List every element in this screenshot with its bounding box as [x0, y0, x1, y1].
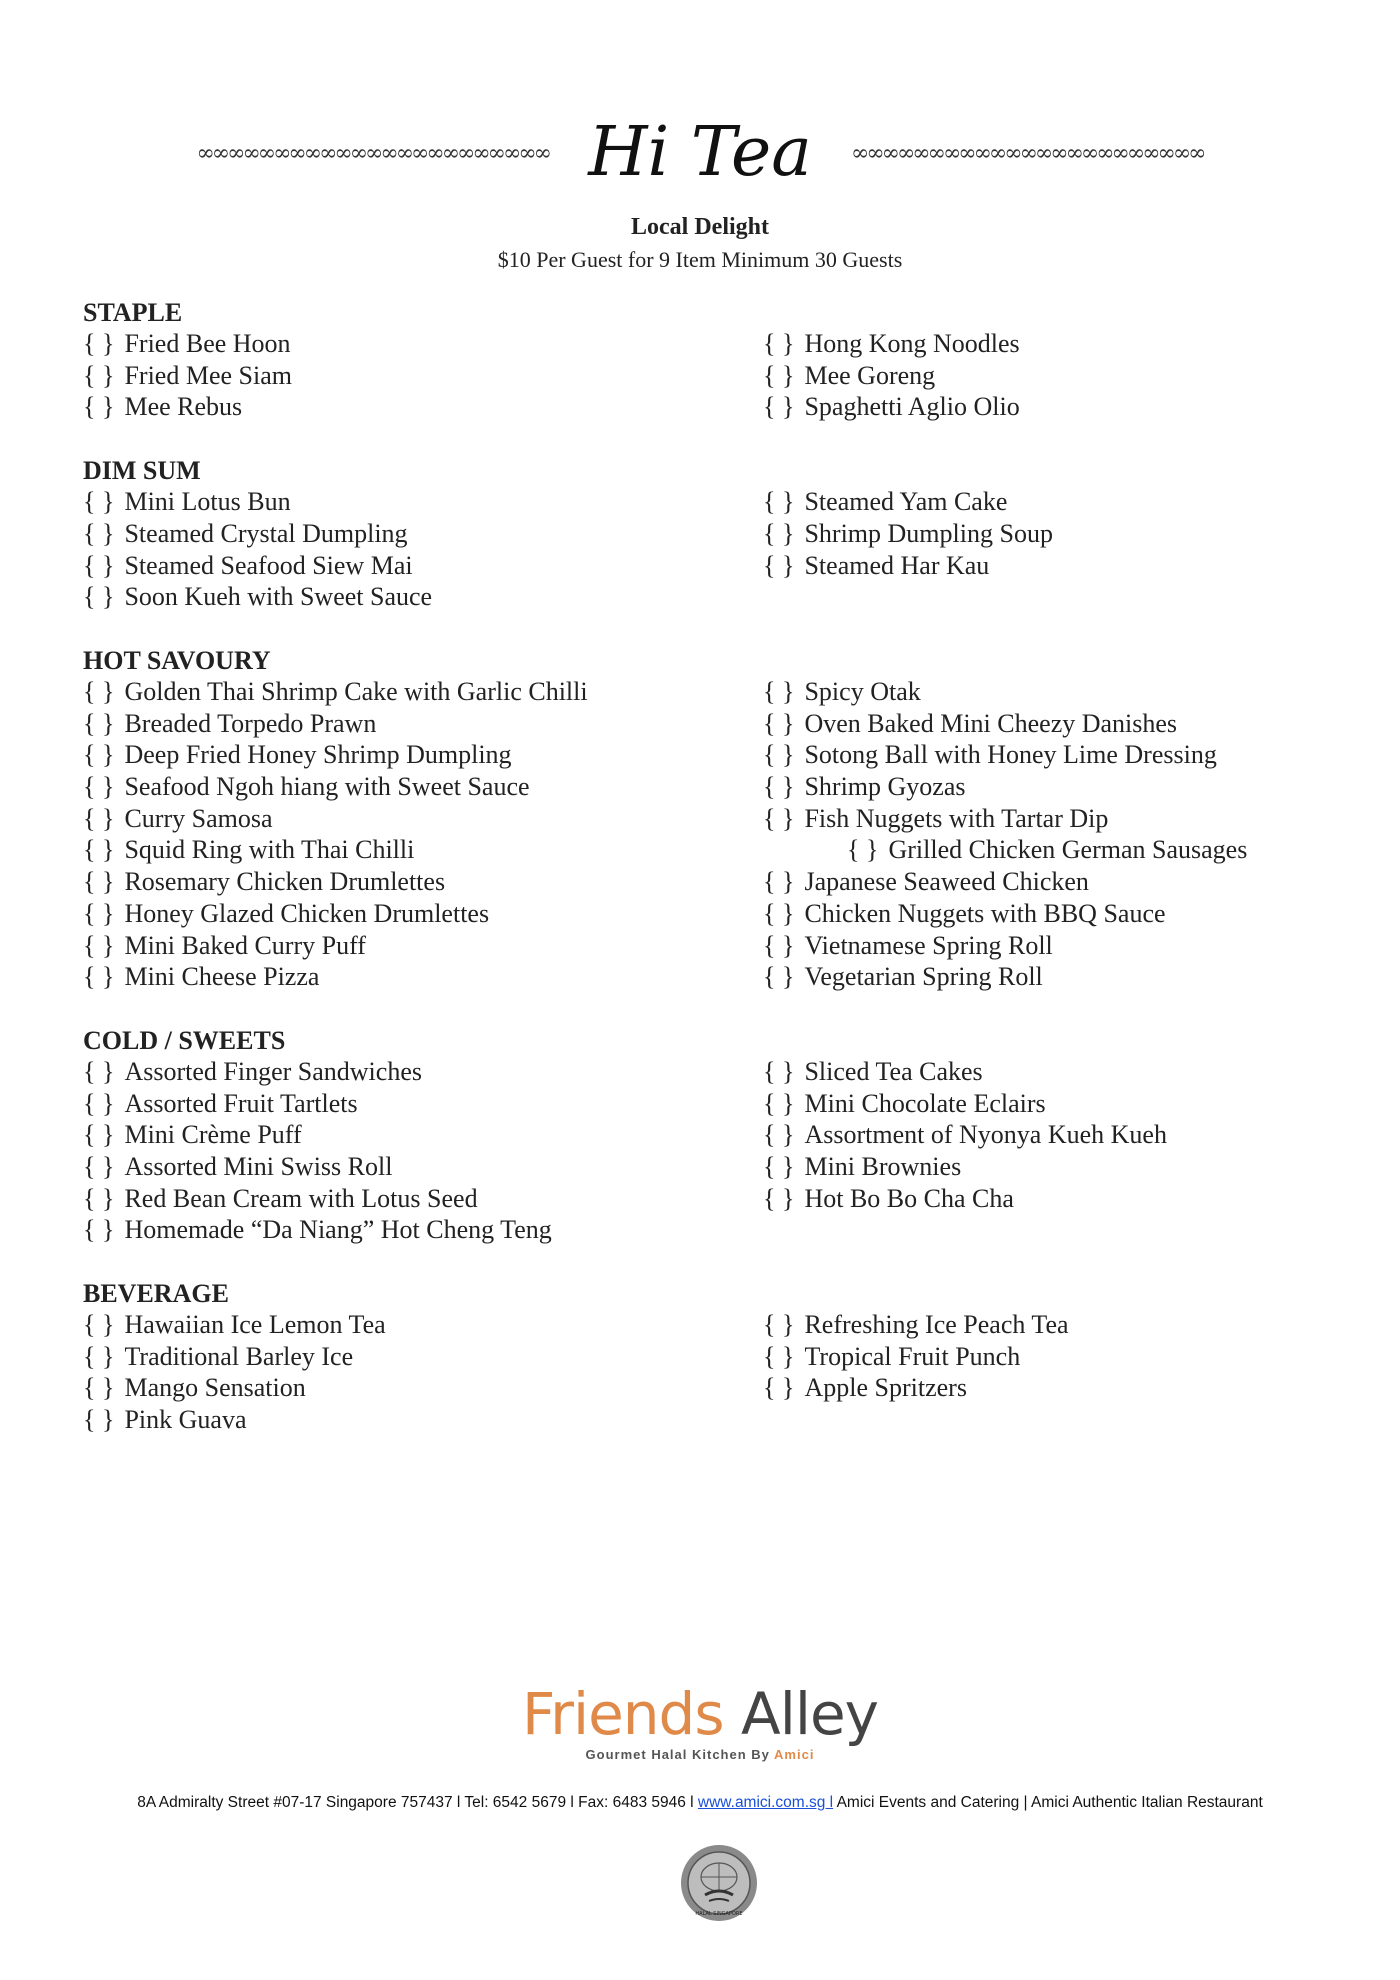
menu-item: [83, 1056, 552, 1088]
menu-item-label: Fried Bee Hoon: [124, 329, 291, 358]
checkbox-brace[interactable]: { }: [763, 1120, 795, 1150]
menu-column-right: [763, 486, 1053, 581]
menu-item: [763, 708, 1247, 740]
menu-item-label: Tropical Fruit Punch: [804, 1341, 1021, 1371]
menu-item: [83, 961, 588, 993]
section-columns: [83, 328, 1333, 423]
logo-alley: Alley: [741, 1680, 878, 1748]
menu-item-label: Steamed Seafood Siew Mai: [124, 550, 413, 580]
menu-column-left: [83, 486, 432, 613]
menu-item: [83, 708, 588, 740]
menu-item: [763, 1183, 1167, 1215]
checkbox-brace[interactable]: { }: [83, 392, 115, 422]
checkbox-brace[interactable]: { }: [83, 487, 115, 517]
menu-item: [83, 1088, 552, 1120]
menu-item-label: Grilled Chicken German Sausages: [888, 835, 1248, 865]
menu-item: [83, 930, 588, 962]
menu-item-label: Honey Glazed Chicken Drumlettes: [124, 898, 490, 928]
checkbox-brace[interactable]: { }: [83, 867, 115, 897]
checkbox-brace[interactable]: { }: [763, 708, 795, 738]
checkbox-brace[interactable]: { }: [83, 1088, 115, 1118]
menu-item: [763, 866, 1247, 898]
checkbox-brace[interactable]: { }: [83, 1341, 115, 1371]
menu-item-label: Mango Sensation: [124, 1373, 306, 1403]
address-suffix: Amici Events and Catering | Amici Authentic Italian Restaurant: [833, 1794, 1263, 1811]
menu-column-left: [83, 328, 292, 423]
menu-item-label: Soon Kueh with Sweet Sauce: [124, 582, 433, 612]
menu-item: [83, 1214, 552, 1246]
checkbox-brace[interactable]: { }: [763, 676, 795, 706]
section-columns: [83, 486, 1333, 613]
checkbox-brace[interactable]: { }: [83, 740, 115, 770]
right-flourish: ∞∞∞∞∞∞∞∞∞∞∞∞∞∞∞∞∞∞∞∞∞∞∞: [851, 140, 1204, 166]
checkbox-brace[interactable]: { }: [763, 803, 795, 833]
menu-item: [763, 391, 1020, 423]
left-flourish: ∞∞∞∞∞∞∞∞∞∞∞∞∞∞∞∞∞∞∞∞∞∞∞: [196, 140, 549, 166]
menu-item: [83, 550, 432, 582]
menu-item: [763, 930, 1247, 962]
menu-item-label: Pink Guava: [124, 1405, 247, 1435]
menu-column-left: [83, 1309, 386, 1436]
checkbox-brace[interactable]: { }: [763, 392, 795, 422]
checkbox-brace[interactable]: { }: [83, 518, 115, 548]
menu-item-label: Shrimp Dumpling Soup: [804, 518, 1053, 548]
menu-item-label: Hot Bo Bo Cha Cha: [804, 1183, 1014, 1213]
menu-item: [763, 1341, 1069, 1373]
menu-item: [83, 1341, 386, 1373]
checkbox-brace[interactable]: { }: [763, 930, 795, 960]
menu-item: [83, 834, 588, 866]
menu-item-label: Hawaiian Ice Lemon Tea: [124, 1310, 386, 1340]
menu-item-label: Mini Crème Puff: [124, 1120, 302, 1150]
menu-item: [83, 739, 588, 771]
checkbox-brace[interactable]: { }: [83, 1152, 115, 1181]
menu-item-label: Mini Baked Curry Puff: [124, 930, 366, 960]
section-title: BEVERAGE: [83, 1279, 229, 1309]
checkbox-brace[interactable]: { }: [763, 550, 795, 580]
menu-item-label: Refreshing Ice Peach Tea: [804, 1310, 1069, 1340]
menu-item-label: Mini Cheese Pizza: [124, 962, 320, 992]
menu-item: [763, 550, 1053, 582]
menu-item-label: Assortment of Nyonya Kueh Kueh: [804, 1120, 1167, 1150]
menu-item-label: Seafood Ngoh hiang with Sweet Sauce: [124, 772, 530, 801]
menu-item: [83, 391, 292, 423]
menu-item: [763, 834, 1247, 866]
menu-item: [763, 803, 1247, 835]
menu-item-label: Oven Baked Mini Cheezy Danishes: [804, 708, 1178, 738]
menu-item: [83, 360, 292, 392]
menu-item-label: Mee Rebus: [124, 392, 243, 422]
menu-item-label: Vegetarian Spring Roll: [804, 962, 1043, 992]
menu-item-label: Assorted Finger Sandwiches: [124, 1056, 422, 1086]
menu-item-label: Homemade “Da Niang” Hot Cheng Teng: [124, 1215, 552, 1245]
checkbox-brace[interactable]: { }: [83, 550, 115, 580]
checkbox-brace[interactable]: { }: [763, 1310, 795, 1340]
logo-wordmark: [0, 1680, 1400, 1748]
price-line: $10 Per Guest for 9 Item Minimum 30 Guests: [497, 247, 903, 272]
menu-column-left: [83, 1056, 552, 1246]
friends-alley-logo: [0, 1680, 1400, 1762]
checkbox-brace[interactable]: { }: [83, 803, 115, 833]
halal-seal-icon: [679, 1843, 759, 1923]
checkbox-brace[interactable]: { }: [763, 1088, 795, 1118]
menu-item-label: Vietnamese Spring Roll: [804, 930, 1053, 960]
checkbox-brace[interactable]: { }: [83, 1310, 115, 1340]
menu-item: [83, 676, 588, 708]
section-staple: [83, 297, 1333, 423]
menu-item-label: Red Bean Cream with Lotus Seed: [124, 1183, 478, 1213]
menu-item-label: Breaded Torpedo Prawn: [124, 708, 377, 738]
section-dim-sum: [83, 455, 1333, 613]
menu-item: [763, 898, 1247, 930]
menu-header: [0, 108, 1400, 273]
menu-item: [83, 518, 432, 550]
checkbox-brace[interactable]: { }: [83, 1183, 115, 1213]
menu-item: [83, 771, 588, 803]
address-text: 8A Admiralty Street #07-17 Singapore 757437 l Tel: 6542 5679 l Fax: 6483 5946 l: [137, 1794, 698, 1811]
menu-item: [763, 771, 1247, 803]
logo-friends: Friends: [522, 1680, 724, 1748]
menu-item-label: Assorted Mini Swiss Roll: [124, 1152, 393, 1181]
svg-text:HALAL SINGAPORE: HALAL SINGAPORE: [695, 1911, 743, 1917]
checkbox-brace[interactable]: { }: [763, 1341, 795, 1371]
checkbox-brace[interactable]: { }: [83, 835, 115, 865]
menu-item: [763, 739, 1247, 771]
menu-item: [83, 1404, 386, 1436]
section-columns: [83, 1309, 1333, 1436]
menu-item-label: Hong Kong Noodles: [804, 329, 1020, 358]
menu-item-label: Apple Spritzers: [804, 1373, 967, 1403]
menu-item: [763, 328, 1020, 360]
menu-item: [763, 1151, 1167, 1183]
checkbox-brace[interactable]: { }: [83, 1120, 115, 1150]
menu-item: [763, 676, 1247, 708]
menu-item: [83, 581, 432, 613]
checkbox-brace[interactable]: { }: [83, 360, 115, 390]
menu-column-right: [763, 328, 1020, 423]
menu-item-label: Squid Ring with Thai Chilli: [124, 835, 415, 865]
checkbox-brace[interactable]: { }: [763, 1183, 795, 1213]
menu-item-label: Steamed Crystal Dumpling: [124, 518, 408, 548]
menu-item: [83, 866, 588, 898]
menu-item: [83, 1119, 552, 1151]
menu-column-left: [83, 676, 588, 993]
menu-item: [83, 1309, 386, 1341]
menu-item-label: Japanese Seaweed Chicken: [804, 867, 1089, 897]
checkbox-brace[interactable]: { }: [83, 1056, 115, 1086]
menu-item: [763, 1119, 1167, 1151]
checkbox-brace[interactable]: { }: [763, 898, 795, 928]
menu-item: [83, 328, 292, 360]
logo-tagline-text: Gourmet Halal Kitchen By: [585, 1747, 770, 1762]
menu-item-label: Fish Nuggets with Tartar Dip: [804, 803, 1109, 833]
checkbox-brace[interactable]: { }: [763, 329, 795, 358]
checkbox-brace[interactable]: { }: [763, 1373, 795, 1403]
checkbox-brace[interactable]: { }: [83, 582, 115, 612]
menu-item: [763, 961, 1247, 993]
menu-item-label: Steamed Yam Cake: [804, 487, 1008, 517]
menu-item: [763, 1056, 1167, 1088]
menu-item-label: Deep Fried Honey Shrimp Dumpling: [124, 740, 512, 770]
section-title: STAPLE: [83, 298, 183, 327]
menu-item: [763, 518, 1053, 550]
menu-item: [83, 1183, 552, 1215]
checkbox-brace[interactable]: { }: [763, 740, 795, 770]
menu-item: [83, 1151, 552, 1183]
checkbox-brace[interactable]: { }: [763, 772, 795, 801]
checkbox-brace[interactable]: { }: [763, 867, 795, 897]
menu-item-label: Mini Lotus Bun: [124, 487, 291, 517]
section-title: HOT SAVOURY: [83, 645, 271, 675]
menu-item: [763, 360, 1020, 392]
section-hot-savoury: [83, 645, 1333, 993]
menu-item-label: Rosemary Chicken Drumlettes: [124, 867, 446, 897]
address-line: [0, 1794, 1400, 1812]
logo-tagline: [0, 1747, 1400, 1762]
section-title: COLD / SWEETS: [83, 1025, 286, 1055]
website-link[interactable]: www.amici.com.sg l: [697, 1794, 834, 1811]
menu-item-label: Fried Mee Siam: [124, 360, 292, 390]
checkbox-brace[interactable]: { }: [83, 708, 115, 738]
menu-item-label: Mini Brownies: [804, 1152, 962, 1181]
checkbox-brace[interactable]: { }: [83, 772, 115, 801]
menu-item-label: Sotong Ball with Honey Lime Dressing: [804, 740, 1217, 770]
menu-item: [83, 1372, 386, 1404]
section-cold-sweets: [83, 1025, 1333, 1246]
menu-item: [763, 1372, 1069, 1404]
checkbox-brace[interactable]: { }: [763, 962, 795, 992]
checkbox-brace[interactable]: { }: [83, 1215, 115, 1245]
menu-item-label: Traditional Barley Ice: [124, 1341, 354, 1371]
section-beverage: [83, 1278, 1333, 1436]
menu-item-label: Sliced Tea Cakes: [804, 1056, 983, 1086]
menu-column-right: [763, 676, 1247, 993]
checkbox-brace[interactable]: { }: [83, 329, 115, 358]
menu-item-label: Mee Goreng: [804, 360, 936, 390]
menu-item: [763, 486, 1053, 518]
menu-item-label: Shrimp Gyozas: [804, 772, 966, 801]
menu-item-label: Chicken Nuggets with BBQ Sauce: [804, 898, 1166, 928]
checkbox-brace[interactable]: { }: [763, 487, 795, 517]
checkbox-brace[interactable]: { }: [83, 1405, 115, 1435]
menu-item: [83, 803, 588, 835]
menu-subtitle: Local Delight: [631, 214, 769, 240]
menu-item: [83, 486, 432, 518]
menu-item-label: Steamed Har Kau: [804, 550, 990, 580]
menu-item-label: Assorted Fruit Tartlets: [124, 1088, 358, 1118]
menu-item-label: Golden Thai Shrimp Cake with Garlic Chilli: [124, 676, 588, 706]
checkbox-brace[interactable]: { }: [763, 360, 795, 390]
menu-item-label: Curry Samosa: [124, 803, 273, 833]
menu-item: [763, 1309, 1069, 1341]
checkbox-brace[interactable]: { }: [763, 1056, 795, 1086]
title-row: [0, 108, 1400, 198]
menu-item-label: Spaghetti Aglio Olio: [804, 392, 1020, 422]
section-title: DIM SUM: [83, 456, 201, 486]
menu-item-label: Spicy Otak: [804, 676, 921, 706]
checkbox-brace[interactable]: { }: [83, 1373, 115, 1403]
checkbox-brace[interactable]: { }: [83, 962, 115, 992]
section-columns: [83, 1056, 1333, 1246]
menu-item: [763, 1088, 1167, 1120]
page-title: Hi Tea: [588, 113, 812, 192]
section-columns: [83, 676, 1333, 993]
menu-item: [83, 898, 588, 930]
menu-sections: [83, 297, 1333, 1468]
checkbox-brace[interactable]: { }: [83, 676, 115, 706]
logo-tagline-brand: Amici: [774, 1747, 815, 1762]
checkbox-brace[interactable]: { }: [83, 898, 115, 928]
menu-item-label: Mini Chocolate Eclairs: [804, 1088, 1046, 1118]
checkbox-brace[interactable]: { }: [83, 930, 115, 960]
checkbox-brace[interactable]: { }: [847, 835, 879, 865]
menu-column-right: [763, 1056, 1167, 1215]
menu-column-right: [763, 1309, 1069, 1404]
checkbox-brace[interactable]: { }: [763, 518, 795, 548]
checkbox-brace[interactable]: { }: [763, 1152, 795, 1181]
